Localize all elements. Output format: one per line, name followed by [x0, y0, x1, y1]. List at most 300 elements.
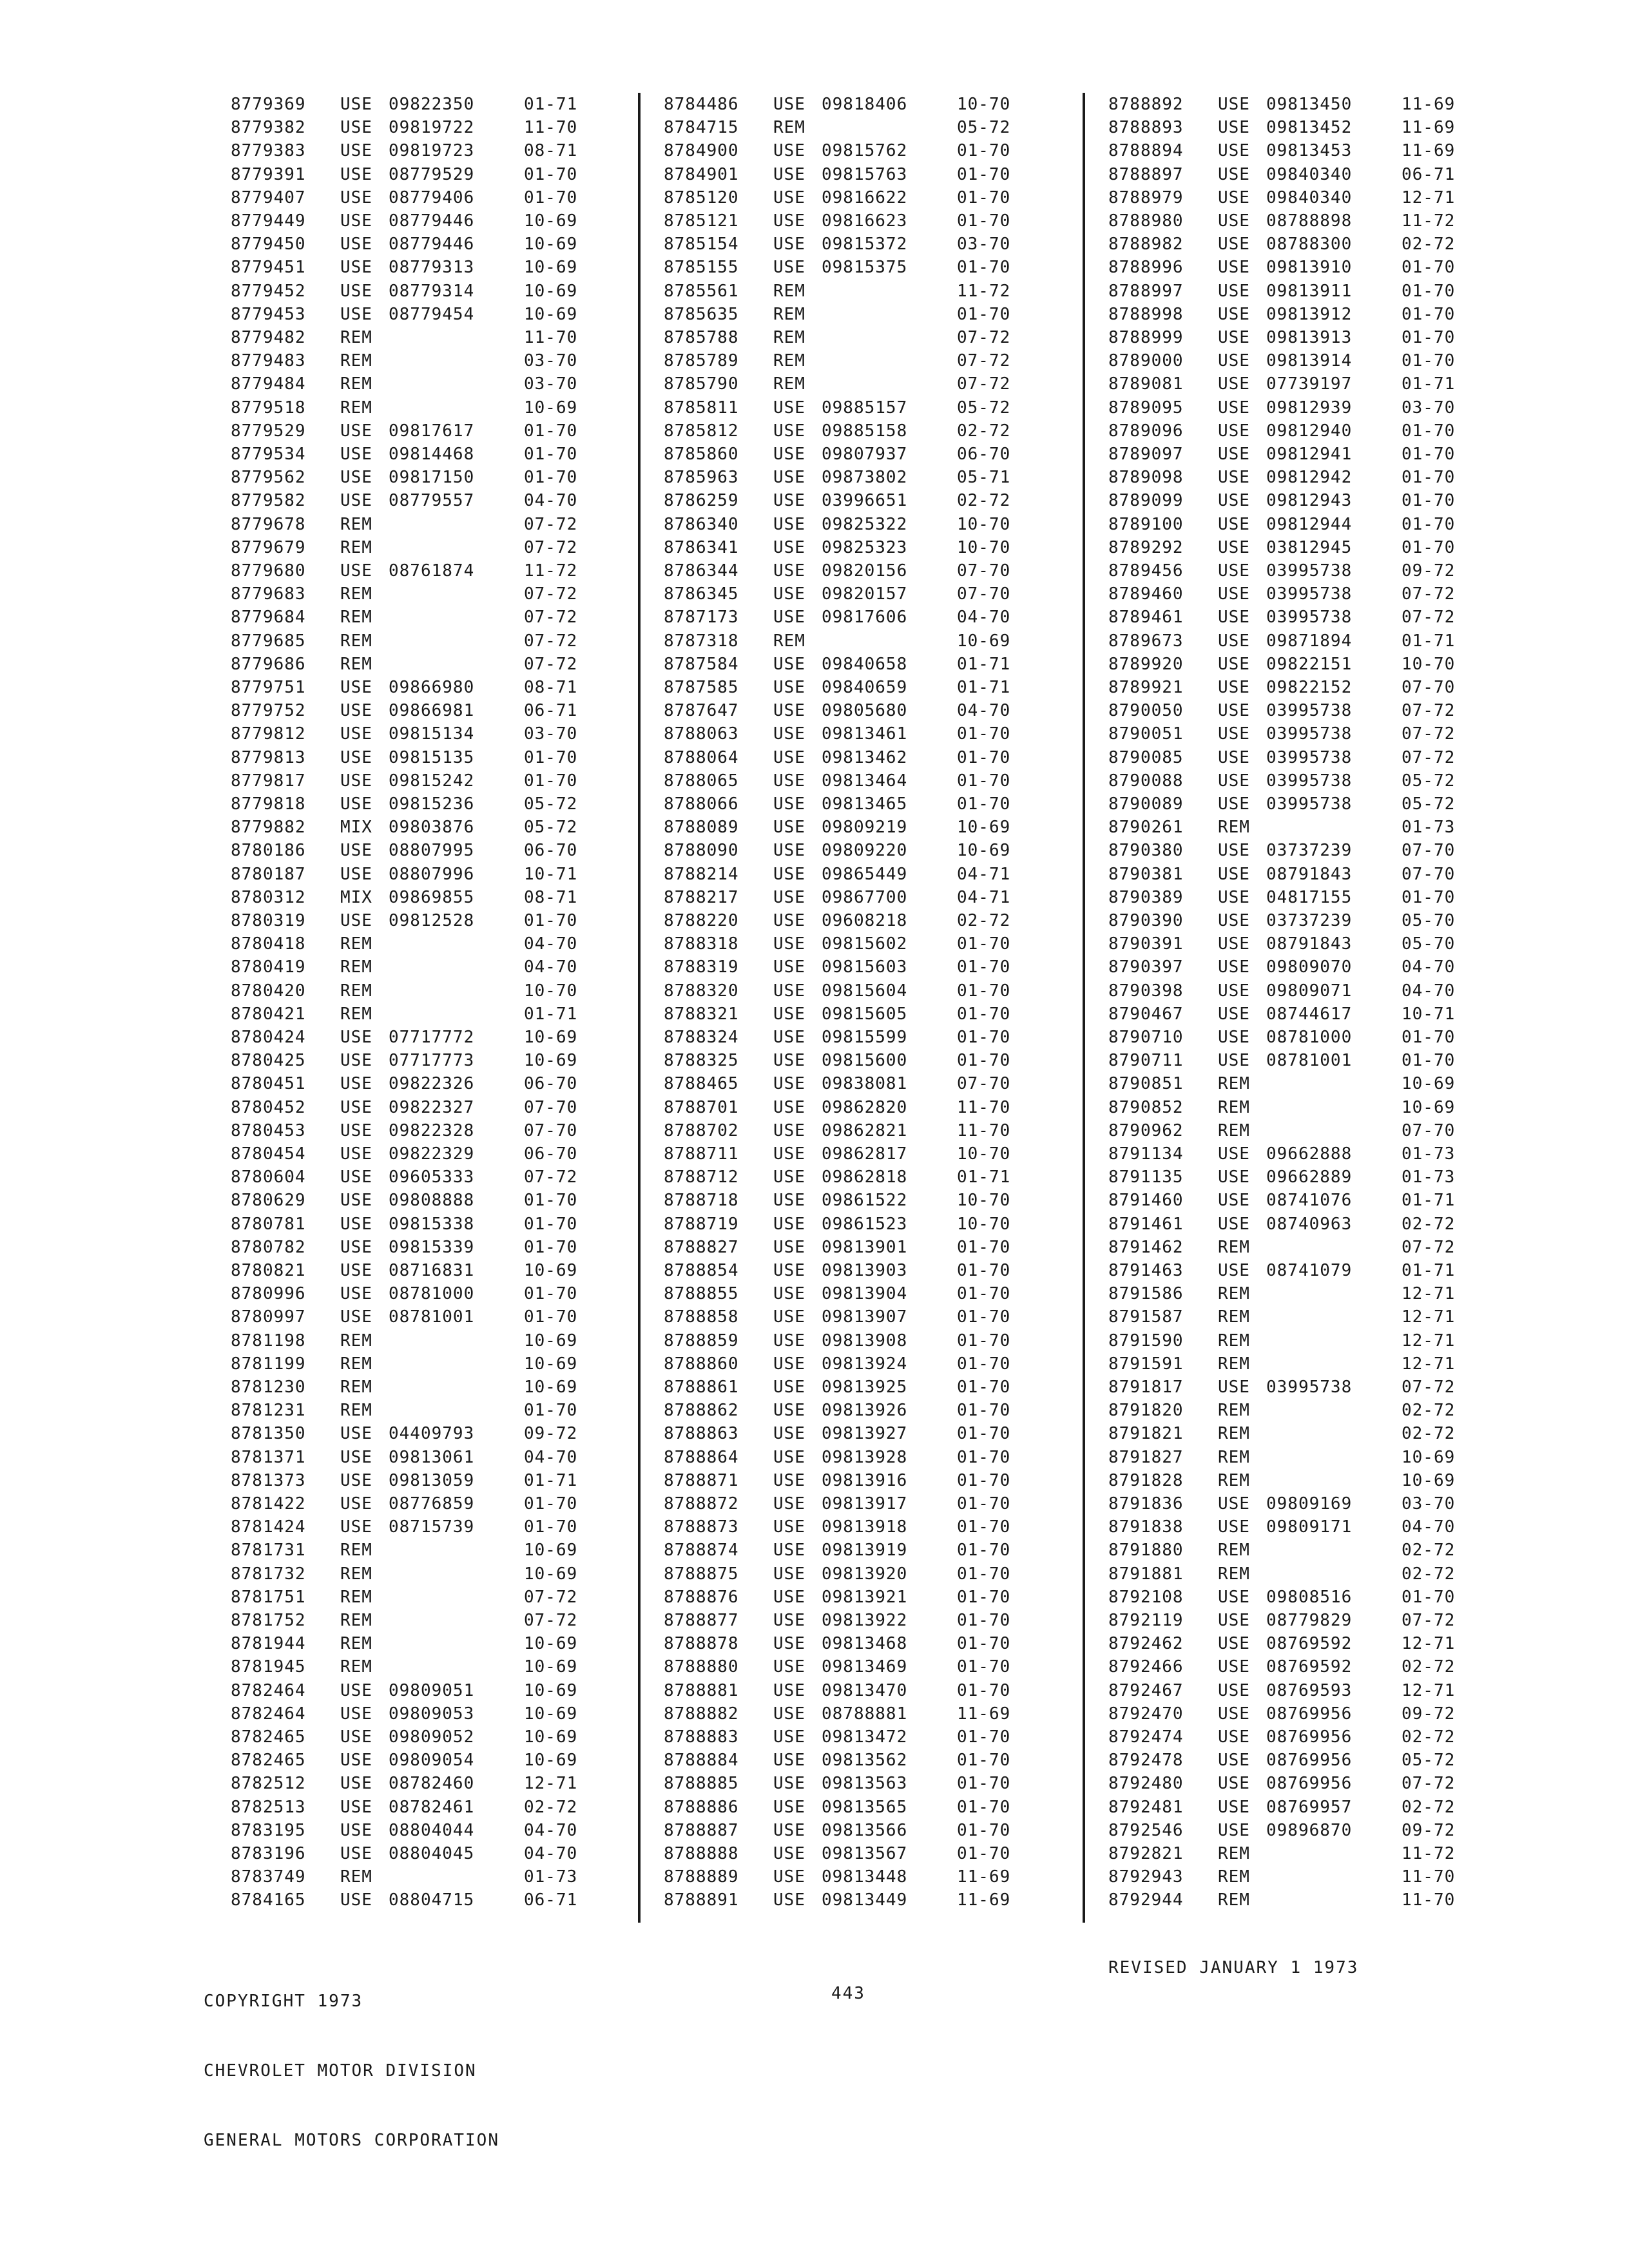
action-code: USE [1218, 258, 1250, 278]
part-number: 8779391 [231, 164, 306, 184]
effective-date: 02-72 [1402, 1564, 1456, 1584]
action-code: USE [1218, 864, 1250, 884]
effective-date: 04-70 [957, 608, 1011, 628]
effective-date: 10-69 [1402, 1097, 1456, 1117]
effective-date: 10-70 [957, 1191, 1011, 1211]
part-number: 8783195 [231, 1820, 306, 1840]
replacement-part-number: 09815372 [822, 235, 908, 255]
action-code: USE [773, 1470, 805, 1490]
effective-date: 07-72 [1402, 1774, 1456, 1794]
action-code: USE [340, 211, 372, 231]
part-number: 8788872 [664, 1494, 739, 1514]
effective-date: 01-70 [1402, 421, 1456, 441]
part-number: 8788979 [1108, 187, 1184, 207]
action-code: USE [773, 1797, 805, 1817]
action-code: USE [340, 724, 372, 744]
effective-date: 03-70 [524, 724, 578, 744]
effective-date: 01-70 [524, 1284, 578, 1304]
part-number: 8779680 [231, 561, 306, 581]
part-number: 8791821 [1108, 1424, 1184, 1444]
part-number: 8788858 [664, 1307, 739, 1327]
action-code: REM [340, 1634, 372, 1654]
effective-date: 01-70 [957, 141, 1011, 161]
part-number: 8786345 [664, 584, 739, 604]
part-number: 8782513 [231, 1797, 306, 1817]
action-code: USE [1218, 491, 1250, 511]
replacement-part-number: 09838081 [822, 1074, 908, 1094]
replacement-part-number: 07717773 [389, 1051, 475, 1071]
part-number: 8789461 [1108, 608, 1184, 628]
replacement-part-number: 03996651 [822, 491, 908, 511]
part-number: 8781732 [231, 1564, 306, 1584]
part-number: 8789460 [1108, 584, 1184, 604]
part-number: 8790391 [1108, 934, 1184, 954]
part-number: 8779369 [231, 95, 306, 114]
action-code: REM [340, 328, 372, 347]
part-number: 8791827 [1108, 1447, 1184, 1467]
effective-date: 05-72 [1402, 771, 1456, 791]
effective-date: 01-70 [524, 911, 578, 930]
replacement-part-number: 09885157 [822, 398, 908, 418]
part-number: 8792944 [1108, 1890, 1184, 1910]
action-code: USE [1218, 608, 1250, 628]
effective-date: 01-70 [524, 421, 578, 441]
part-number: 8786344 [664, 561, 739, 581]
replacement-part-number: 08769592 [1266, 1657, 1353, 1677]
part-number: 8788881 [664, 1680, 739, 1700]
action-code: USE [773, 1191, 805, 1211]
effective-date: 01-70 [957, 1004, 1011, 1024]
effective-date: 01-70 [1402, 328, 1456, 347]
action-code: REM [773, 281, 805, 301]
part-number: 8791134 [1108, 1144, 1184, 1164]
action-code: USE [773, 1004, 805, 1024]
effective-date: 01-70 [957, 1284, 1011, 1304]
action-code: USE [1218, 235, 1250, 255]
replacement-part-number: 09662889 [1266, 1168, 1353, 1187]
effective-date: 10-70 [957, 1214, 1011, 1234]
replacement-part-number: 09815338 [389, 1214, 475, 1234]
replacement-part-number: 09813562 [822, 1751, 908, 1771]
part-number: 8787584 [664, 654, 739, 674]
effective-date: 10-69 [524, 1751, 578, 1771]
effective-date: 01-70 [524, 747, 578, 767]
part-number: 8790390 [1108, 911, 1184, 930]
replacement-part-number: 09815605 [822, 1004, 908, 1024]
part-number: 8785155 [664, 258, 739, 278]
action-code: REM [340, 1611, 372, 1630]
replacement-part-number: 09822327 [389, 1097, 475, 1117]
effective-date: 07-70 [957, 561, 1011, 581]
part-number: 8781198 [231, 1331, 306, 1350]
part-number: 8790089 [1108, 794, 1184, 814]
part-number: 8780424 [231, 1028, 306, 1047]
replacement-part-number: 09813461 [822, 724, 908, 744]
effective-date: 10-69 [524, 1541, 578, 1561]
action-code: REM [1218, 1401, 1250, 1421]
part-number: 8788877 [664, 1611, 739, 1630]
effective-date: 10-69 [957, 841, 1011, 861]
part-number: 8785635 [664, 304, 739, 324]
effective-date: 11-70 [524, 328, 578, 347]
part-number: 8779483 [231, 351, 306, 371]
action-code: USE [1218, 1261, 1250, 1280]
replacement-part-number: 09809220 [822, 841, 908, 861]
effective-date: 02-72 [1402, 1424, 1456, 1444]
effective-date: 07-72 [524, 514, 578, 534]
effective-date: 02-72 [1402, 235, 1456, 255]
part-number: 8788878 [664, 1634, 739, 1654]
action-code: USE [773, 957, 805, 977]
replacement-part-number: 08781001 [1266, 1051, 1353, 1071]
replacement-part-number: 03995738 [1266, 747, 1353, 767]
replacement-part-number: 09813449 [822, 1890, 908, 1910]
effective-date: 02-72 [1402, 1727, 1456, 1747]
effective-date: 01-70 [957, 1657, 1011, 1677]
effective-date: 05-72 [957, 118, 1011, 138]
part-number: 8792480 [1108, 1774, 1184, 1794]
effective-date: 01-71 [1402, 631, 1456, 651]
part-number: 8780604 [231, 1168, 306, 1187]
replacement-part-number: 03737239 [1266, 841, 1353, 861]
part-number: 8789921 [1108, 678, 1184, 697]
replacement-part-number: 09840658 [822, 654, 908, 674]
action-code: USE [773, 794, 805, 814]
action-code: USE [340, 1307, 372, 1327]
part-number: 8790085 [1108, 747, 1184, 767]
part-number: 8788089 [664, 818, 739, 838]
effective-date: 10-69 [524, 1378, 578, 1397]
page-number: 443 [831, 1984, 865, 2003]
replacement-part-number: 09809054 [389, 1751, 475, 1771]
action-code: REM [1218, 1844, 1250, 1863]
replacement-part-number: 09813912 [1266, 304, 1353, 324]
effective-date: 03-70 [524, 351, 578, 371]
part-number: 8792467 [1108, 1680, 1184, 1700]
part-number: 8785789 [664, 351, 739, 371]
part-number: 8788063 [664, 724, 739, 744]
part-number: 8779383 [231, 141, 306, 161]
part-number: 8787647 [664, 701, 739, 721]
action-code: USE [340, 1470, 372, 1490]
effective-date: 09-72 [524, 1424, 578, 1444]
part-number: 8782465 [231, 1727, 306, 1747]
action-code: USE [340, 1284, 372, 1304]
effective-date: 10-69 [524, 1354, 578, 1374]
part-number: 8780419 [231, 957, 306, 977]
effective-date: 01-70 [524, 1191, 578, 1211]
replacement-part-number: 08781001 [389, 1307, 475, 1327]
action-code: USE [773, 1867, 805, 1887]
effective-date: 07-72 [1402, 584, 1456, 604]
replacement-part-number: 09815242 [389, 771, 475, 791]
action-code: USE [773, 724, 805, 744]
replacement-part-number: 09803876 [389, 818, 475, 838]
effective-date: 03-70 [524, 374, 578, 394]
action-code: REM [340, 631, 372, 651]
replacement-part-number: 09813926 [822, 1401, 908, 1421]
replacement-part-number: 09813921 [822, 1587, 908, 1607]
action-code: USE [773, 1751, 805, 1771]
part-number: 8790710 [1108, 1028, 1184, 1047]
replacement-part-number: 09825322 [822, 514, 908, 534]
effective-date: 05-72 [1402, 794, 1456, 814]
effective-date: 01-70 [957, 1354, 1011, 1374]
action-code: USE [340, 468, 372, 488]
part-number: 8780421 [231, 1004, 306, 1024]
part-number: 8781373 [231, 1470, 306, 1490]
action-code: USE [340, 1261, 372, 1280]
replacement-part-number: 09813464 [822, 771, 908, 791]
action-code: USE [773, 1097, 805, 1117]
part-number: 8788064 [664, 747, 739, 767]
action-code: USE [340, 794, 372, 814]
effective-date: 03-70 [957, 235, 1011, 255]
effective-date: 01-70 [524, 1401, 578, 1421]
parts-column-3 [1108, 93, 1521, 1916]
effective-date: 12-71 [1402, 1307, 1456, 1327]
effective-date: 01-73 [1402, 818, 1456, 838]
replacement-part-number: 09822328 [389, 1120, 475, 1140]
action-code: USE [340, 187, 372, 207]
action-code: USE [773, 654, 805, 674]
replacement-part-number: 09813918 [822, 1517, 908, 1537]
effective-date: 01-70 [957, 1261, 1011, 1280]
effective-date: 01-70 [1402, 1028, 1456, 1047]
replacement-part-number: 03995738 [1266, 584, 1353, 604]
part-number: 8791828 [1108, 1470, 1184, 1490]
part-number: 8779752 [231, 701, 306, 721]
action-code: USE [340, 258, 372, 278]
effective-date: 05-70 [1402, 934, 1456, 954]
replacement-part-number: 09813925 [822, 1378, 908, 1397]
effective-date: 02-72 [957, 421, 1011, 441]
action-code: USE [773, 701, 805, 721]
part-number: 8788319 [664, 957, 739, 977]
action-code: USE [773, 258, 805, 278]
action-code: USE [340, 118, 372, 138]
action-code: USE [773, 1494, 805, 1514]
action-code: USE [1218, 1051, 1250, 1071]
replacement-part-number: 09812942 [1266, 468, 1353, 488]
replacement-part-number: 09813908 [822, 1331, 908, 1350]
action-code: USE [340, 864, 372, 884]
action-code: REM [340, 1331, 372, 1350]
action-code: USE [773, 398, 805, 418]
replacement-part-number: 09814468 [389, 445, 475, 464]
effective-date: 01-70 [957, 1424, 1011, 1444]
replacement-part-number: 09813901 [822, 1237, 908, 1257]
action-code: REM [1218, 1307, 1250, 1327]
effective-date: 10-69 [524, 1657, 578, 1677]
effective-date: 01-71 [957, 654, 1011, 674]
effective-date: 01-70 [957, 747, 1011, 767]
part-number: 8782465 [231, 1751, 306, 1771]
part-number: 8782512 [231, 1774, 306, 1794]
replacement-part-number: 09815603 [822, 957, 908, 977]
action-code: USE [340, 701, 372, 721]
replacement-part-number: 08715739 [389, 1517, 475, 1537]
replacement-part-number: 09813911 [1266, 281, 1353, 301]
replacement-part-number: 09808516 [1266, 1587, 1353, 1607]
action-code: USE [1218, 1494, 1250, 1514]
replacement-part-number: 08779314 [389, 281, 475, 301]
action-code: USE [773, 491, 805, 511]
replacement-part-number: 09815236 [389, 794, 475, 814]
effective-date: 03-70 [1402, 398, 1456, 418]
effective-date: 07-70 [1402, 1120, 1456, 1140]
part-number: 8785120 [664, 187, 739, 207]
effective-date: 01-70 [957, 934, 1011, 954]
effective-date: 03-70 [1402, 1494, 1456, 1514]
part-number: 8788886 [664, 1797, 739, 1817]
action-code: USE [773, 1657, 805, 1677]
effective-date: 01-70 [957, 1447, 1011, 1467]
part-number: 8779382 [231, 118, 306, 138]
action-code: USE [340, 421, 372, 441]
action-code: USE [340, 1028, 372, 1047]
replacement-part-number: 08776859 [389, 1494, 475, 1514]
action-code: USE [773, 1587, 805, 1607]
action-code: USE [773, 1354, 805, 1374]
effective-date: 06-70 [524, 1144, 578, 1164]
effective-date: 12-71 [524, 1774, 578, 1794]
part-number: 8779751 [231, 678, 306, 697]
action-code: USE [773, 747, 805, 767]
part-number: 8779482 [231, 328, 306, 347]
action-code: USE [773, 911, 805, 930]
effective-date: 01-70 [957, 1378, 1011, 1397]
copyright-line: GENERAL MOTORS CORPORATION [204, 2131, 499, 2150]
action-code: USE [1218, 118, 1250, 138]
part-number: 8789096 [1108, 421, 1184, 441]
part-number: 8780425 [231, 1051, 306, 1071]
part-number: 8780186 [231, 841, 306, 861]
effective-date: 01-70 [1402, 445, 1456, 464]
effective-date: 12-71 [1402, 1680, 1456, 1700]
effective-date: 10-69 [1402, 1074, 1456, 1094]
effective-date: 07-72 [1402, 1611, 1456, 1630]
copyright-line: CHEVROLET MOTOR DIVISION [204, 2061, 477, 2081]
part-number: 8780319 [231, 911, 306, 930]
part-number: 8792470 [1108, 1704, 1184, 1724]
part-number: 8788859 [664, 1331, 739, 1350]
replacement-part-number: 08791843 [1266, 934, 1353, 954]
effective-date: 01-70 [957, 1680, 1011, 1700]
action-code: USE [340, 1168, 372, 1187]
effective-date: 12-71 [1402, 1284, 1456, 1304]
effective-date: 10-69 [524, 1331, 578, 1350]
action-code: USE [340, 281, 372, 301]
effective-date: 10-69 [524, 211, 578, 231]
action-code: REM [340, 374, 372, 394]
action-code: REM [340, 1587, 372, 1607]
effective-date: 04-71 [957, 864, 1011, 884]
effective-date: 07-72 [1402, 701, 1456, 721]
part-number: 8792108 [1108, 1587, 1184, 1607]
action-code: USE [340, 1447, 372, 1467]
action-code: USE [1218, 747, 1250, 767]
replacement-part-number: 09813920 [822, 1564, 908, 1584]
part-number: 8788712 [664, 1168, 739, 1187]
action-code: USE [773, 1307, 805, 1327]
part-number: 8790389 [1108, 887, 1184, 907]
replacement-part-number: 09662888 [1266, 1144, 1353, 1164]
effective-date: 11-72 [1402, 211, 1456, 231]
action-code: REM [1218, 1890, 1250, 1910]
part-number: 8788220 [664, 911, 739, 930]
part-number: 8788854 [664, 1261, 739, 1280]
part-number: 8792481 [1108, 1797, 1184, 1817]
part-number: 8780451 [231, 1074, 306, 1094]
action-code: USE [340, 1144, 372, 1164]
effective-date: 10-69 [524, 1051, 578, 1071]
action-code: USE [773, 95, 805, 114]
part-number: 8779451 [231, 258, 306, 278]
replacement-part-number: 08788300 [1266, 235, 1353, 255]
effective-date: 10-69 [524, 1727, 578, 1747]
effective-date: 11-69 [1402, 118, 1456, 138]
action-code: USE [340, 1097, 372, 1117]
effective-date: 01-70 [957, 258, 1011, 278]
action-code: USE [1218, 887, 1250, 907]
replacement-part-number: 08779529 [389, 164, 475, 184]
action-code: USE [340, 1120, 372, 1140]
effective-date: 10-69 [524, 281, 578, 301]
action-code: USE [773, 771, 805, 791]
effective-date: 04-70 [1402, 1517, 1456, 1537]
replacement-part-number: 08781000 [1266, 1028, 1353, 1047]
effective-date: 01-70 [1402, 351, 1456, 371]
action-code: REM [1218, 1470, 1250, 1490]
action-code: USE [773, 235, 805, 255]
part-number: 8781424 [231, 1517, 306, 1537]
effective-date: 07-72 [1402, 724, 1456, 744]
effective-date: 07-72 [957, 351, 1011, 371]
effective-date: 02-72 [1402, 1214, 1456, 1234]
part-number: 8789099 [1108, 491, 1184, 511]
action-code: USE [1218, 678, 1250, 697]
replacement-part-number: 08779446 [389, 211, 475, 231]
replacement-part-number: 09813917 [822, 1494, 908, 1514]
part-number: 8792546 [1108, 1820, 1184, 1840]
part-number: 8788996 [1108, 258, 1184, 278]
action-code: USE [340, 1727, 372, 1747]
part-number: 8779582 [231, 491, 306, 511]
part-number: 8788711 [664, 1144, 739, 1164]
replacement-part-number: 08769957 [1266, 1797, 1353, 1817]
replacement-part-number: 09812940 [1266, 421, 1353, 441]
part-number: 8789097 [1108, 445, 1184, 464]
action-code: USE [773, 164, 805, 184]
action-code: USE [1218, 1751, 1250, 1771]
replacement-part-number: 09813448 [822, 1867, 908, 1887]
part-number: 8786259 [664, 491, 739, 511]
effective-date: 10-69 [524, 1028, 578, 1047]
part-number: 8781371 [231, 1447, 306, 1467]
action-code: USE [773, 1261, 805, 1280]
action-code: USE [1218, 561, 1250, 581]
action-code: USE [773, 1704, 805, 1724]
effective-date: 07-72 [524, 1168, 578, 1187]
part-number: 8788880 [664, 1657, 739, 1677]
replacement-part-number: 08740963 [1266, 1214, 1353, 1234]
action-code: USE [773, 211, 805, 231]
replacement-part-number: 08804044 [389, 1820, 475, 1840]
replacement-part-number: 09813922 [822, 1611, 908, 1630]
action-code: USE [340, 911, 372, 930]
effective-date: 01-70 [957, 1331, 1011, 1350]
